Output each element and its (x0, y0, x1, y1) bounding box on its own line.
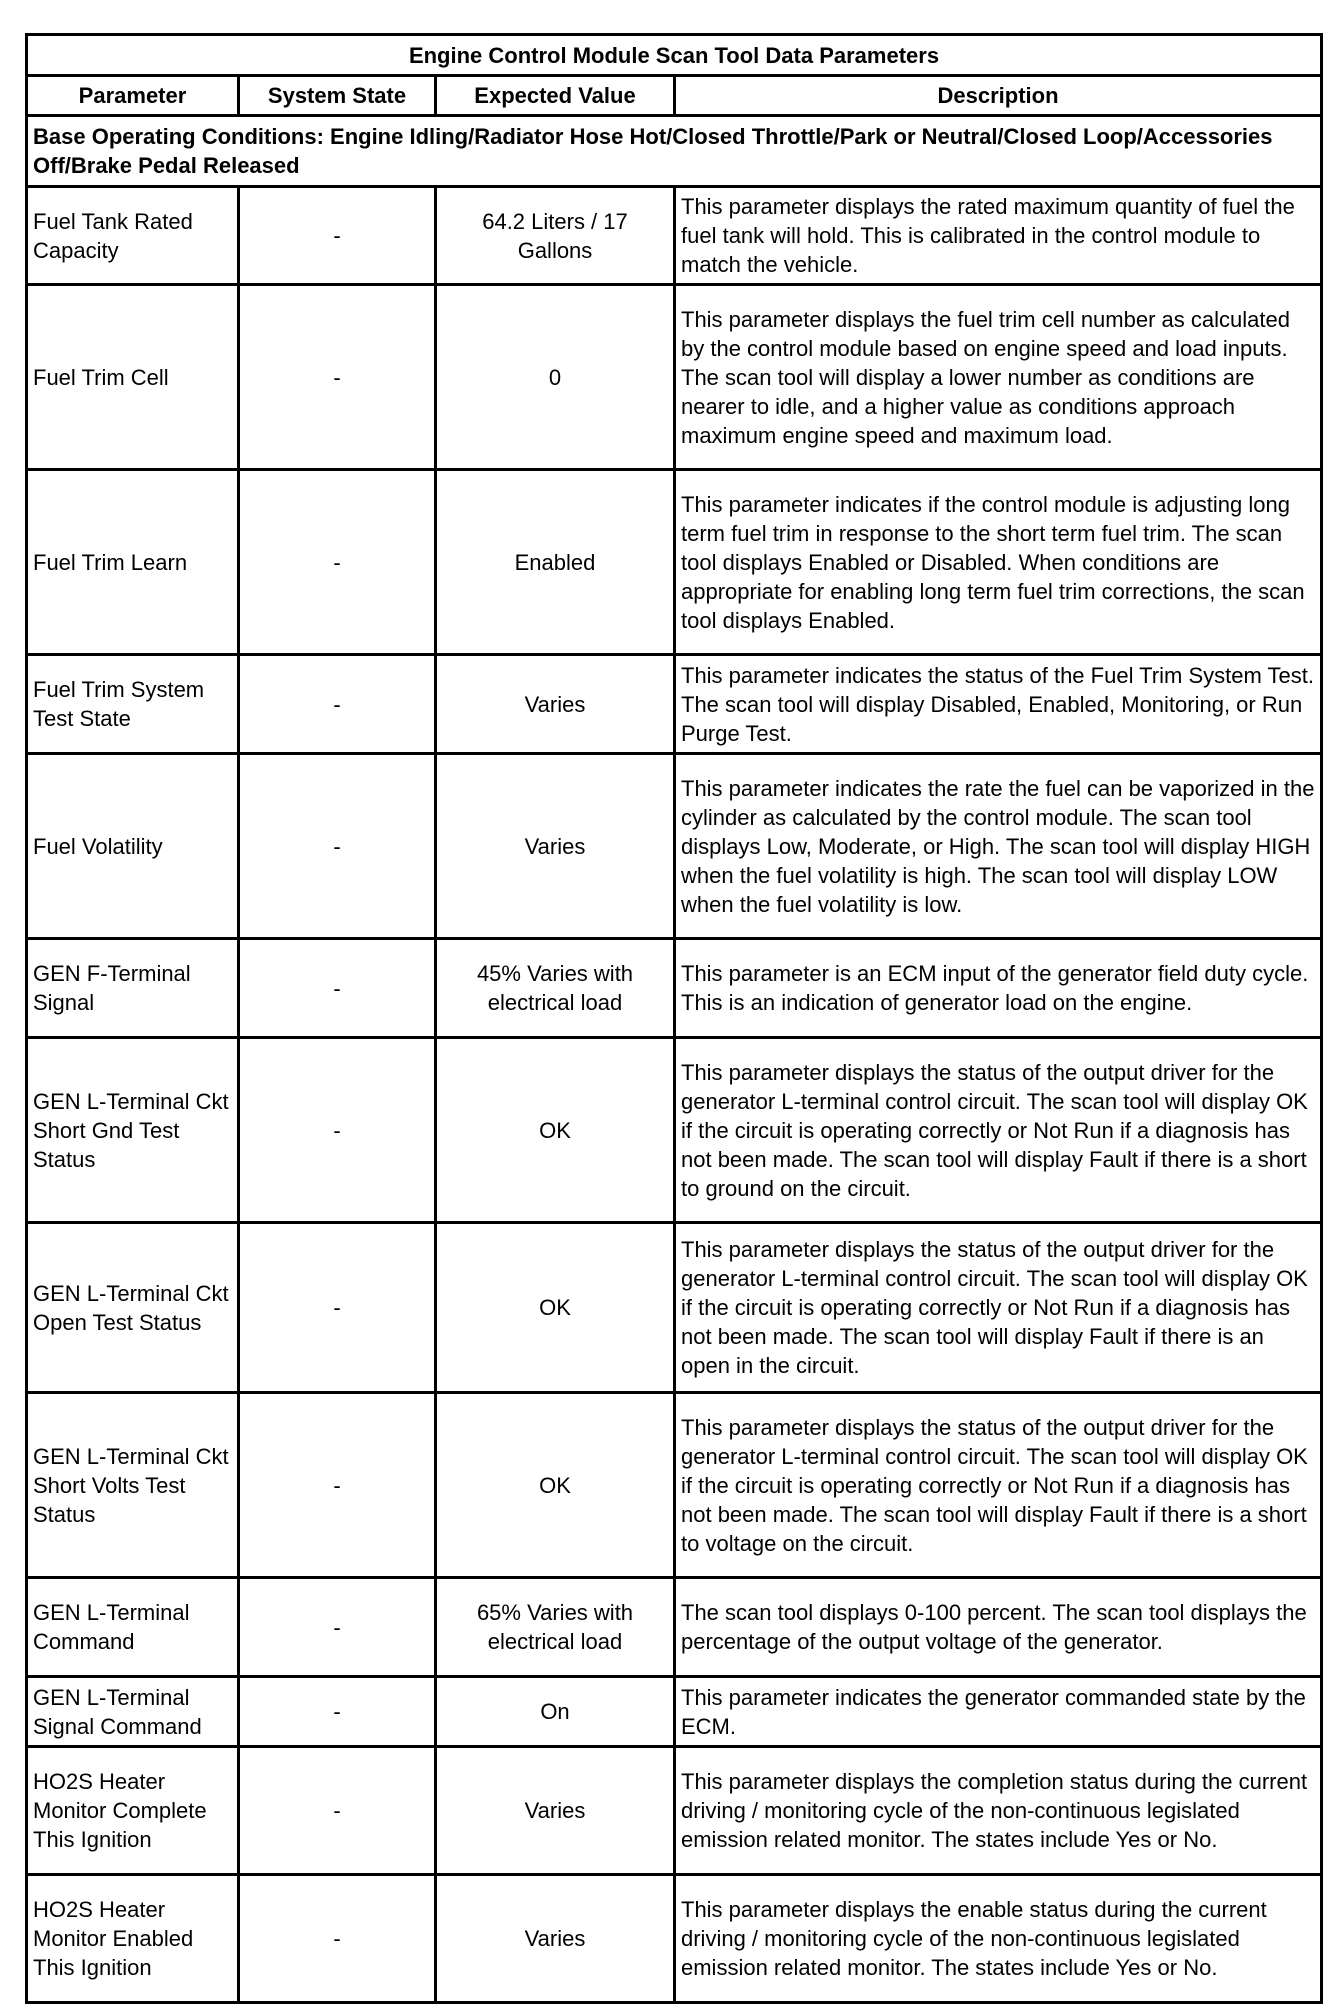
system-state-cell: - (239, 1223, 436, 1393)
description-cell: This parameter indicates if the control module is adjusting long term fuel trim in response to the short term fuel trim. The scan tool displays Enabled or Disabled. When conditions are appropriate for enabling long term fuel trim corrections, the scan tool displays Enabled. (675, 470, 1322, 655)
system-state-cell: - (239, 939, 436, 1038)
system-state-cell: - (239, 1038, 436, 1223)
parameter-cell: GEN L-Terminal Signal Command (27, 1677, 239, 1747)
table-row (27, 187, 1322, 285)
parameter-cell: Fuel Tank Rated Capacity (27, 187, 239, 285)
header-system-state: System State (239, 76, 436, 116)
base-conditions: Base Operating Conditions: Engine Idling/Radiator Hose Hot/Closed Throttle/Park or Neutral/Closed Loop/Accessories Off/Brake Pedal Released (27, 116, 1322, 187)
system-state-cell: - (239, 1393, 436, 1578)
scan-tool-data-table (25, 33, 1323, 2004)
header-description: Description (675, 76, 1322, 116)
expected-value-cell: Varies (436, 754, 675, 939)
expected-value-cell: 45% Varies with electrical load (436, 939, 675, 1038)
parameter-cell: GEN L-Terminal Ckt Short Gnd Test Status (27, 1038, 239, 1223)
system-state-cell: - (239, 187, 436, 285)
parameter-cell: Fuel Trim Cell (27, 285, 239, 470)
table-row (27, 1038, 1322, 1223)
expected-value-cell: 0 (436, 285, 675, 470)
parameter-cell: HO2S Heater Monitor Enabled This Ignition (27, 1875, 239, 2003)
system-state-cell: - (239, 655, 436, 754)
parameter-cell: HO2S Heater Monitor Complete This Ignition (27, 1747, 239, 1875)
table-title: Engine Control Module Scan Tool Data Parameters (27, 35, 1322, 76)
description-cell: This parameter displays the rated maximum quantity of fuel the fuel tank will hold. This is calibrated in the control module to match the vehicle. (675, 187, 1322, 285)
parameter-cell: GEN L-Terminal Ckt Open Test Status (27, 1223, 239, 1393)
description-cell: This parameter displays the status of the output driver for the generator L-terminal control circuit. The scan tool will display OK if the circuit is operating correctly or Not Run if a diagnosis has not been made. The scan tool will display Fault if there is an open in the circuit. (675, 1223, 1322, 1393)
parameter-cell: Fuel Trim System Test State (27, 655, 239, 754)
description-cell: This parameter displays the status of the output driver for the generator L-terminal control circuit. The scan tool will display OK if the circuit is operating correctly or Not Run if a diagnosis has not been made. The scan tool will display Fault if there is a short to ground on the circuit. (675, 1038, 1322, 1223)
system-state-cell: - (239, 1578, 436, 1677)
title-row (27, 35, 1322, 76)
parameter-cell: Fuel Volatility (27, 754, 239, 939)
table-row (27, 1393, 1322, 1578)
expected-value-cell: Varies (436, 655, 675, 754)
expected-value-cell: 64.2 Liters / 17 Gallons (436, 187, 675, 285)
expected-value-cell: 65% Varies with electrical load (436, 1578, 675, 1677)
description-cell: This parameter displays the enable status during the current driving / monitoring cycle of the non-continuous legislated emission related monitor. The states include Yes or No. (675, 1875, 1322, 2003)
table-row (27, 939, 1322, 1038)
parameter-cell: GEN L-Terminal Ckt Short Volts Test Status (27, 1393, 239, 1578)
system-state-cell: - (239, 754, 436, 939)
expected-value-cell: OK (436, 1038, 675, 1223)
expected-value-cell: Varies (436, 1747, 675, 1875)
expected-value-cell: OK (436, 1393, 675, 1578)
base-conditions-row (27, 116, 1322, 187)
table-row (27, 1223, 1322, 1393)
parameter-cell: GEN F-Terminal Signal (27, 939, 239, 1038)
system-state-cell: - (239, 1677, 436, 1747)
table-row (27, 470, 1322, 655)
header-expected-value: Expected Value (436, 76, 675, 116)
parameter-cell: GEN L-Terminal Command (27, 1578, 239, 1677)
system-state-cell: - (239, 1747, 436, 1875)
description-cell: This parameter displays the completion status during the current driving / monitoring cycle of the non-continuous legislated emission related monitor. The states include Yes or No. (675, 1747, 1322, 1875)
table-row (27, 655, 1322, 754)
header-row (27, 76, 1322, 116)
expected-value-cell: Enabled (436, 470, 675, 655)
table-row (27, 754, 1322, 939)
expected-value-cell: Varies (436, 1875, 675, 2003)
header-parameter: Parameter (27, 76, 239, 116)
table-row (27, 1578, 1322, 1677)
description-cell: This parameter displays the fuel trim cell number as calculated by the control module based on engine speed and load inputs. The scan tool will display a lower number as conditions are nearer to idle, and a higher value as conditions approach maximum engine speed and maximum load. (675, 285, 1322, 470)
table-row (27, 1677, 1322, 1747)
description-cell: This parameter indicates the generator commanded state by the ECM. (675, 1677, 1322, 1747)
description-cell: This parameter displays the status of the output driver for the generator L-terminal control circuit. The scan tool will display OK if the circuit is operating correctly or Not Run if a diagnosis has not been made. The scan tool will display Fault if there is a short to voltage on the circuit. (675, 1393, 1322, 1578)
expected-value-cell: OK (436, 1223, 675, 1393)
description-cell: This parameter indicates the rate the fuel can be vaporized in the cylinder as calculated by the control module. The scan tool displays Low, Moderate, or High. The scan tool will display HIGH when the fuel volatility is high. The scan tool will display LOW when the fuel volatility is low. (675, 754, 1322, 939)
expected-value-cell: On (436, 1677, 675, 1747)
system-state-cell: - (239, 470, 436, 655)
system-state-cell: - (239, 285, 436, 470)
table-row (27, 1747, 1322, 1875)
description-cell: This parameter is an ECM input of the generator field duty cycle. This is an indication of generator load on the engine. (675, 939, 1322, 1038)
description-cell: This parameter indicates the status of the Fuel Trim System Test. The scan tool will display Disabled, Enabled, Monitoring, or Run Purge Test. (675, 655, 1322, 754)
table-row (27, 285, 1322, 470)
parameter-cell: Fuel Trim Learn (27, 470, 239, 655)
table-row (27, 1875, 1322, 2003)
system-state-cell: - (239, 1875, 436, 2003)
description-cell: The scan tool displays 0-100 percent. The scan tool displays the percentage of the output voltage of the generator. (675, 1578, 1322, 1677)
